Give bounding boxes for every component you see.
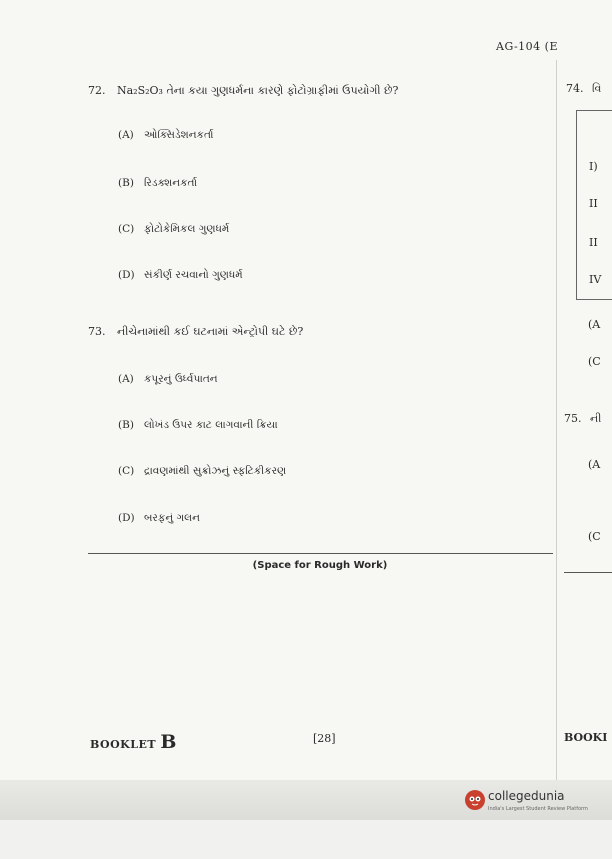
adjacent-page-strip (560, 0, 612, 859)
q74-text-fragment: વિ (592, 82, 602, 95)
q74-number: 74. (566, 82, 584, 95)
watermark-logo (464, 789, 588, 817)
bottom-margin (0, 820, 612, 859)
question-73-number: 73. (88, 325, 106, 338)
q72-option-b-text: રિડક્શનકર્તા (144, 177, 198, 189)
adjacent-divider (564, 572, 612, 573)
page-number: [28] (313, 732, 336, 745)
q74-row-4: IV (589, 273, 602, 286)
q72-option-d-text: સંકીર્ણ રચવાનો ગુણધર્મ (144, 269, 243, 281)
booklet-footer (90, 731, 177, 753)
q75-option-c-fragment: (C (588, 530, 601, 543)
q74-row-2: II (589, 197, 598, 210)
q73-option-b-label: (B) (118, 419, 134, 431)
column-divider (556, 60, 557, 780)
question-73-text: નીચેનામાંથી કઈ ઘટનામાં એન્ટ્રોપી ઘટે છે? (117, 325, 304, 338)
booklet-label: BOOKLET (90, 738, 157, 751)
watermark-tagline: India's Largest Student Review Platform (488, 806, 588, 812)
q74-row-3: II (589, 236, 598, 249)
q72-option-b-label: (B) (118, 177, 134, 189)
q72-option-d-label: (D) (118, 269, 135, 281)
q73-option-d-text: બરફનું ગલન (144, 512, 200, 524)
q73-option-c-label: (C) (118, 465, 135, 477)
adjacent-booklet-label: BOOKI (564, 731, 608, 744)
paper-code: AG-104 (E (496, 40, 558, 53)
q75-text-fragment: ની (590, 412, 602, 425)
question-72-text: Na₂S₂O₃ તેના કયા ગુણધર્મના કારણે ફોટોગ્રાફીમાં ઉપયોગી છે? (117, 84, 399, 97)
mascot-icon (464, 789, 486, 811)
q73-option-a-text: કપૂરનું ઉર્ધ્વપાતન (144, 373, 218, 385)
rough-work-divider (88, 553, 553, 554)
q75-option-a-fragment: (A (588, 458, 601, 471)
q74-row-1: I) (589, 160, 598, 173)
q74-option-c-fragment: (C (588, 355, 601, 368)
q72-option-c-text: ફોટોકેમિકલ ગુણધર્મ (144, 223, 230, 235)
q72-option-a-label: (A) (118, 129, 134, 141)
booklet-letter: B (160, 731, 177, 753)
q72-option-c-label: (C) (118, 223, 135, 235)
watermark-brand: collegedunia (488, 789, 565, 803)
q74-option-a-fragment: (A (588, 318, 601, 331)
q75-number: 75. (564, 412, 582, 425)
rough-work-label: (Space for Rough Work) (252, 560, 388, 571)
q73-option-b-text: લોખંડ ઉપર કાટ લાગવાની ક્રિયા (144, 419, 278, 431)
q73-option-c-text: દ્રાવણમાંથી સુક્રોઝનું સ્ફટિકીકરણ (144, 465, 287, 477)
q73-option-a-label: (A) (118, 373, 134, 385)
question-72-number: 72. (88, 84, 106, 97)
q72-option-a-text: ઓક્સિડેશનકર્તા (144, 129, 214, 141)
q73-option-d-label: (D) (118, 512, 135, 524)
